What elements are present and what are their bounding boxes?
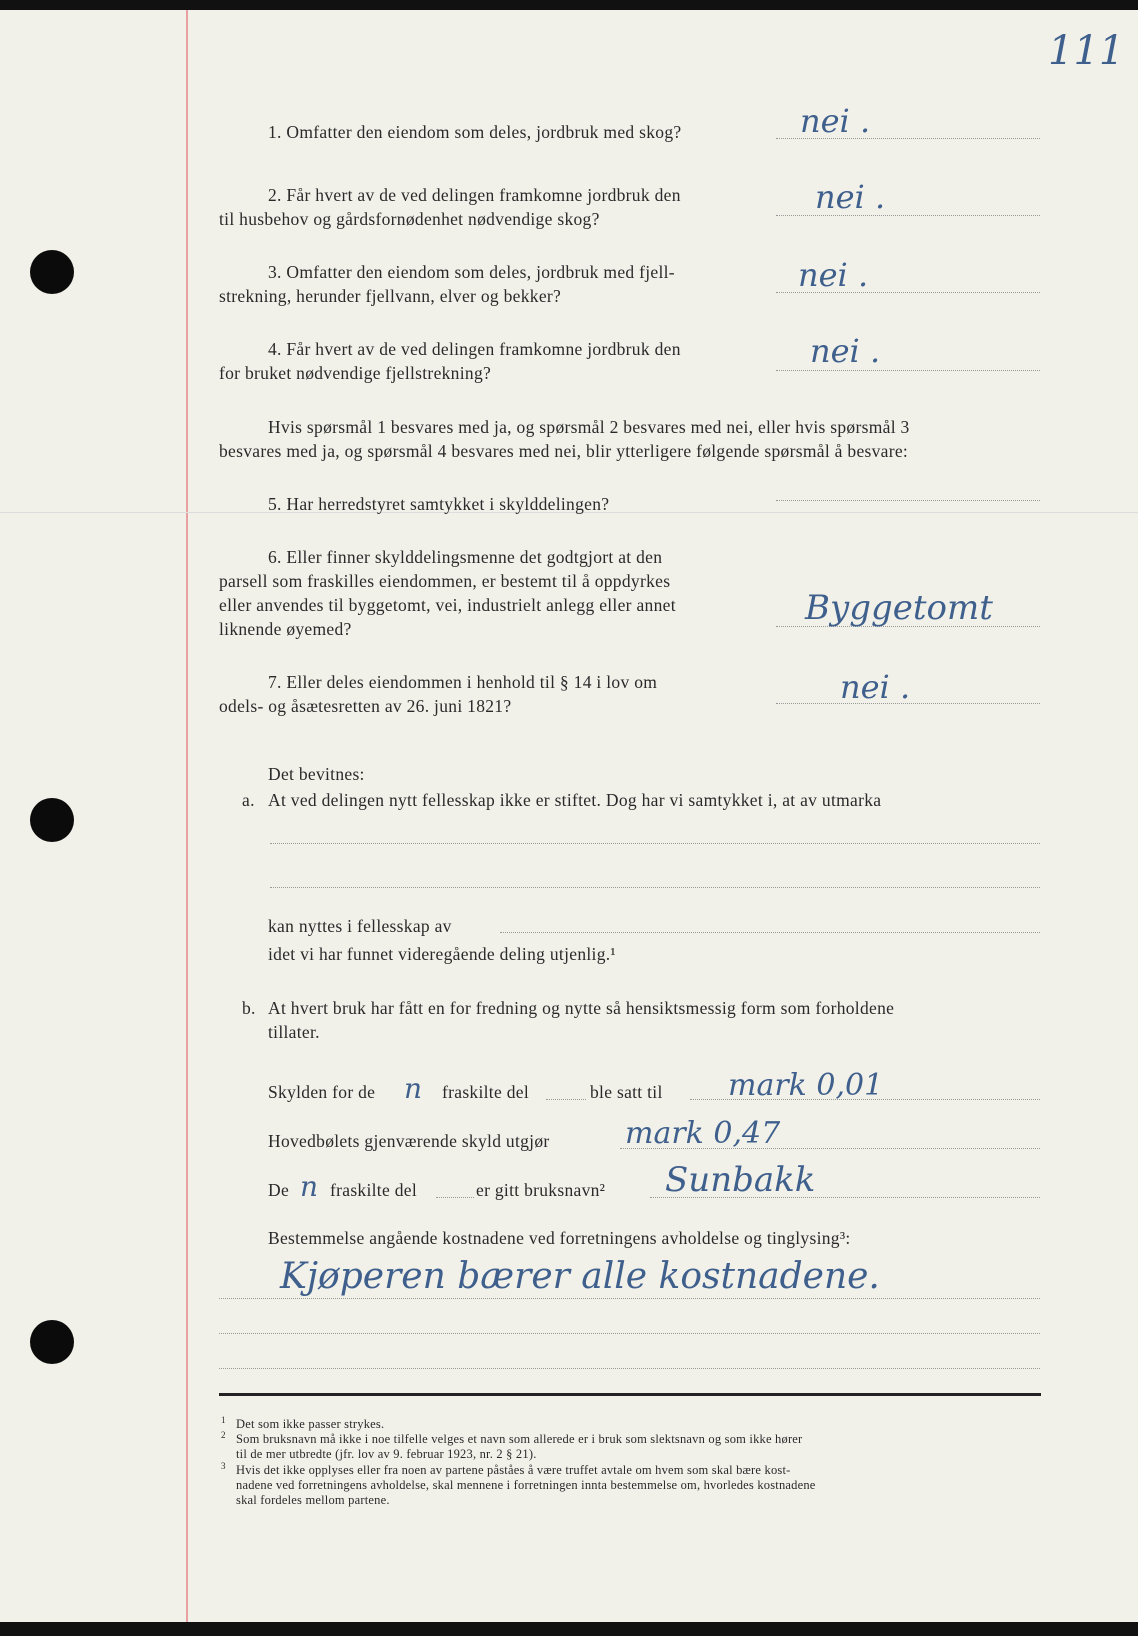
attest-a-line2: kan nyttes i fellesskap av (268, 916, 452, 936)
hoved-value: mark 0,47 (625, 1116, 781, 1151)
footnote-3-line2: nadene ved forretningens avholdelse, skal mennene i forretningen innta bestemmelse om, hvorledes kostnadene (236, 1478, 816, 1492)
footnote-1-number: 1 (221, 1415, 226, 1425)
blank-line (270, 843, 1040, 844)
attest-b-line1: At hvert bruk har fått en for fredning og nytte så hensiktsmessig form som forholdene (268, 998, 895, 1018)
skyld-value: mark 0,01 (728, 1068, 884, 1103)
kost-label: Bestemmelse angående kostnadene ved forretningens avholdelse og tinglysing³: (268, 1228, 851, 1248)
answer-3: nei . (798, 256, 869, 294)
footnote-2-line1: Som bruksnavn må ikke i noe tilfelle velges et navn som allerede er i bruk som slektsnavn og som ikke hører (236, 1432, 803, 1446)
attest-b-line2: tillater. (268, 1022, 320, 1042)
answer-2: nei . (815, 178, 886, 216)
answer-1: nei . (800, 102, 871, 140)
skyld-n: n (404, 1072, 423, 1105)
kost-value: Kjøperen bærer alle kostnadene. (280, 1256, 880, 1297)
page-number: 111 (1048, 28, 1125, 74)
question-1: 1. Omfatter den eiendom som deles, jordbruk med skog? (268, 122, 682, 142)
question-2-line1: 2. Får hvert av de ved delingen framkomne jordbruk den (268, 185, 681, 205)
navn-label-post: er gitt bruksnavn² (476, 1180, 606, 1200)
skyld-label-mid: fraskilte del (442, 1082, 529, 1102)
question-7-line2: odels- og åsætesretten av 26. juni 1821? (219, 696, 512, 716)
attest-a-text: At ved delingen nytt fellesskap ikke er stiftet. Dog har vi samtykket i, at av utmarka (268, 790, 882, 810)
blank-line (219, 1333, 1040, 1334)
margin-line (186, 10, 188, 1622)
footnote-3-line1: Hvis det ikke opplyses eller fra noen av partene påståes å være truffet avtale om hvem som skal bære kost- (236, 1463, 791, 1477)
answer-line (776, 370, 1040, 371)
attest-b-label: b. (242, 998, 256, 1018)
intro-line1: Hvis spørsmål 1 besvares med ja, og spørsmål 2 besvares med nei, eller hvis spørsmål 3 (268, 417, 910, 437)
answer-4: nei . (810, 332, 881, 370)
footnote-2-line2: til de mer utbredte (jfr. lov av 9. februar 1923, nr. 2 § 21). (236, 1447, 537, 1461)
punch-hole (30, 1320, 74, 1364)
answer-6: Byggetomt (805, 588, 993, 628)
answer-line (776, 500, 1040, 501)
navn-value: Sunbakk (665, 1160, 816, 1200)
navn-label-pre: De (268, 1180, 290, 1200)
answer-7: nei . (840, 668, 911, 706)
document-page (0, 10, 1138, 1622)
question-6-line1: 6. Eller finner skylddelingsmenne det godtgjort at den (268, 547, 663, 567)
blank-line (500, 932, 1040, 933)
skyld-label-pre: Skylden for de (268, 1082, 376, 1102)
question-4-line2: for bruket nødvendige fjellstrekning? (219, 363, 492, 383)
attest-heading: Det bevitnes: (268, 764, 365, 784)
punch-hole (30, 250, 74, 294)
answer-line (219, 1298, 1040, 1299)
attest-a-label: a. (242, 790, 255, 810)
question-6-line2: parsell som fraskilles eiendommen, er bestemt til å oppdyrkes (219, 571, 671, 591)
footnote-2-number: 2 (221, 1430, 226, 1440)
intro-line2: besvares med ja, og spørsmål 4 besvares med nei, blir ytterligere følgende spørsmål å besvare: (219, 441, 909, 461)
hoved-label: Hovedbølets gjenværende skyld utgjør (268, 1131, 550, 1151)
navn-label-mid: fraskilte del (330, 1180, 417, 1200)
footnote-1: Det som ikke passer strykes. (236, 1417, 385, 1431)
blank-line (219, 1368, 1040, 1369)
footnote-rule (219, 1393, 1041, 1396)
question-5: 5. Har herredstyret samtykket i skylddelingen? (268, 494, 610, 514)
question-6-line4: liknende øyemed? (219, 619, 352, 639)
question-3-line2: strekning, herunder fjellvann, elver og bekker? (219, 286, 562, 306)
blank-line (270, 887, 1040, 888)
question-3-line1: 3. Omfatter den eiendom som deles, jordbruk med fjell- (268, 262, 675, 282)
footnote-3-number: 3 (221, 1461, 226, 1471)
blank-line (546, 1099, 586, 1100)
punch-hole (30, 798, 74, 842)
question-4-line1: 4. Får hvert av de ved delingen framkomne jordbruk den (268, 339, 681, 359)
question-6-line3: eller anvendes til byggetomt, vei, industrielt anlegg eller annet (219, 595, 676, 615)
attest-a-line3: idet vi har funnet videregående deling utjenlig.¹ (268, 944, 616, 964)
navn-n: n (300, 1170, 319, 1203)
skyld-label-post: ble satt til (590, 1082, 663, 1102)
question-2-line2: til husbehov og gårdsfornødenhet nødvendige skog? (219, 209, 600, 229)
blank-line (436, 1197, 474, 1198)
footnote-3-line3: skal fordeles mellom partene. (236, 1493, 390, 1507)
question-7-line1: 7. Eller deles eiendommen i henhold til § 14 i lov om (268, 672, 658, 692)
